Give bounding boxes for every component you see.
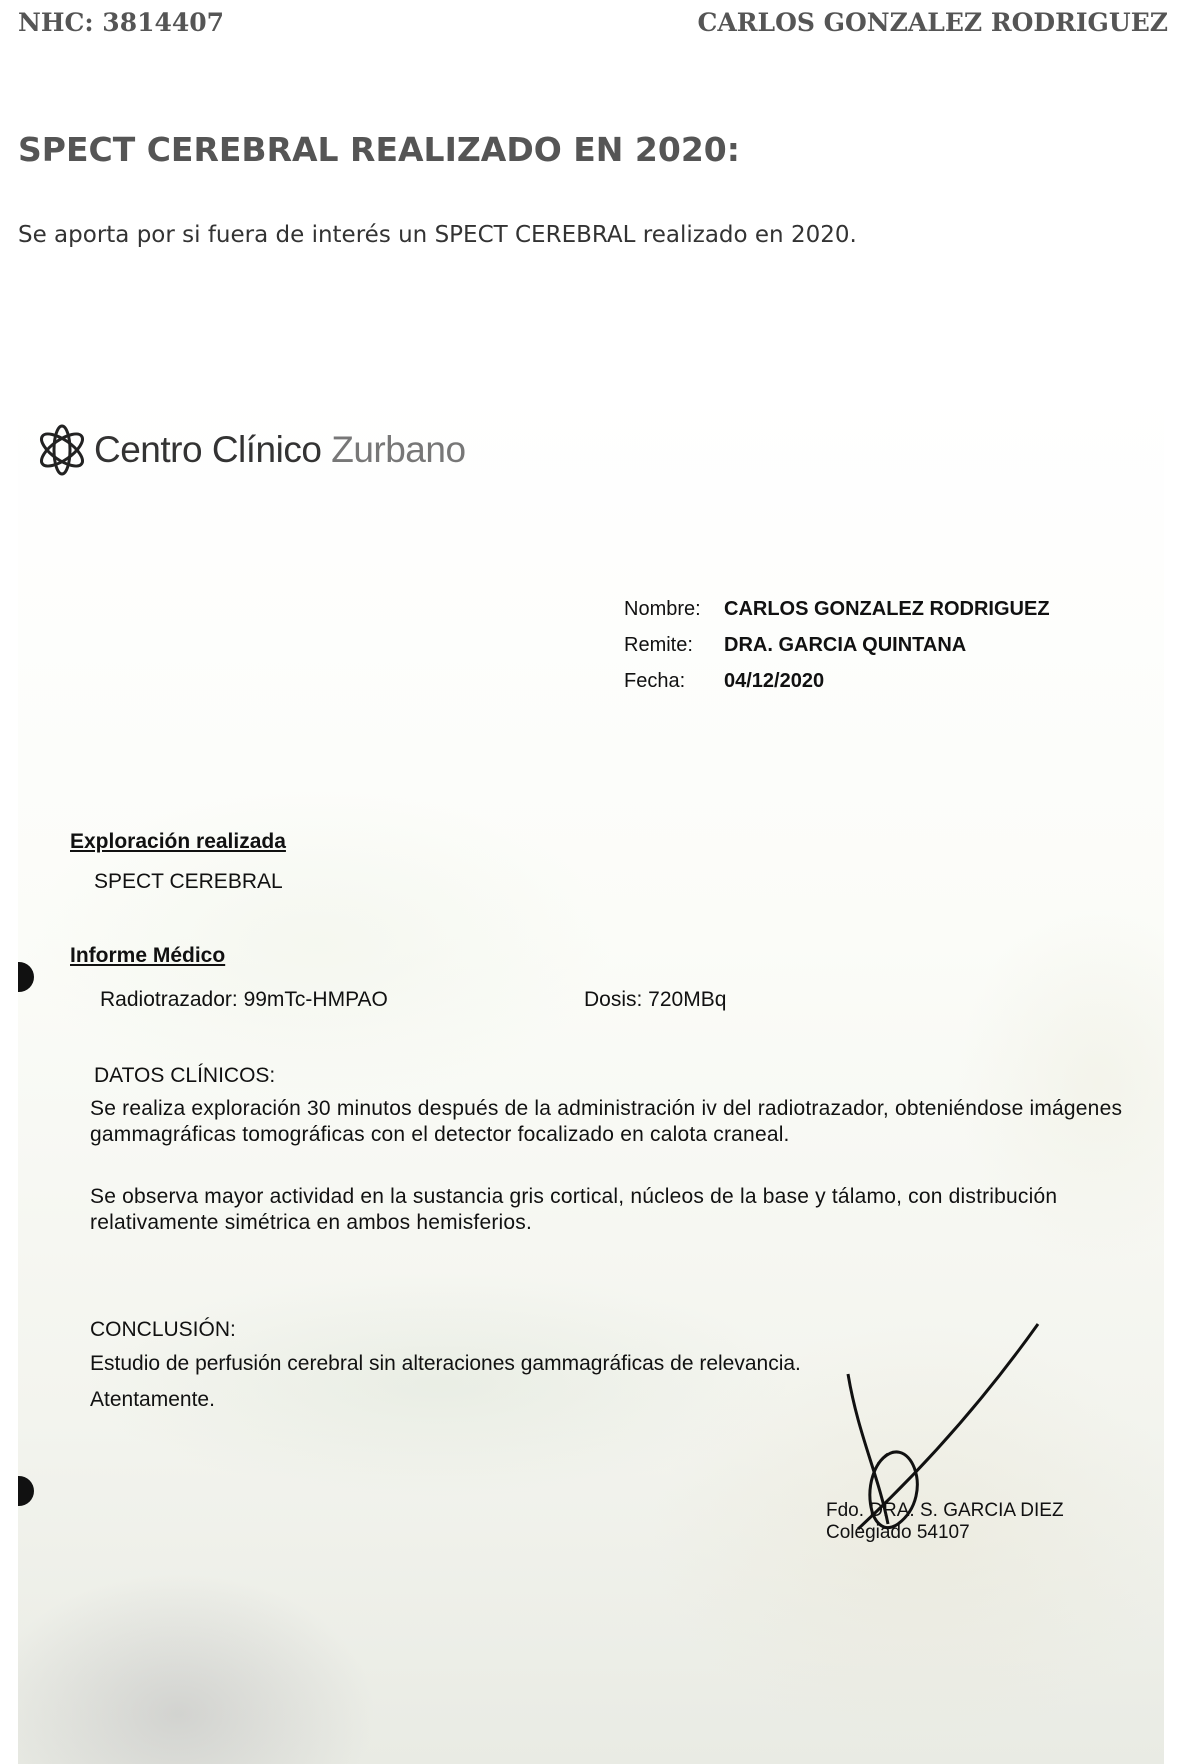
info-value: 04/12/2020 bbox=[724, 670, 825, 692]
closing-text: Atentamente. bbox=[90, 1388, 215, 1411]
clinical-text-1: Se realiza exploración 30 minutos después de la administración iv del radiotrazador, obteniéndose imágenes gammagráficas tomográficas con el detector focalizado en calota craneal. bbox=[90, 1097, 1123, 1146]
exploration-heading: Exploración realizada bbox=[70, 830, 286, 853]
signature-block bbox=[826, 1500, 1064, 1544]
report-heading: Informe Médico bbox=[70, 944, 226, 967]
clinic-name-main: Centro Clínico bbox=[94, 429, 322, 470]
exploration-value: SPECT CEREBRAL bbox=[94, 870, 283, 893]
signature-registration: Colegiado 54107 bbox=[826, 1522, 970, 1543]
info-value: CARLOS GONZALEZ RODRIGUEZ bbox=[724, 598, 1050, 620]
clinic-name bbox=[94, 429, 466, 471]
punch-hole bbox=[18, 1476, 34, 1506]
info-label: Nombre: bbox=[624, 598, 701, 620]
info-value: DRA. GARCIA QUINTANA bbox=[724, 634, 967, 656]
intro-text: Se aporta por si fuera de interés un SPECT CEREBRAL realizado en 2020. bbox=[18, 222, 857, 248]
dose-text: Dosis: 720MBq bbox=[584, 988, 727, 1011]
header-patient-name: CARLOS GONZALEZ RODRIGUEZ bbox=[697, 8, 1168, 37]
info-label: Remite: bbox=[624, 634, 693, 656]
signature-name: Fdo. DRA. S. GARCIA DIEZ bbox=[826, 1500, 1064, 1521]
info-label: Fecha: bbox=[624, 670, 686, 692]
clinic-logo bbox=[32, 410, 466, 490]
tracer-text: Radiotrazador: 99mTc-HMPAO bbox=[100, 988, 388, 1011]
conclusion-text: Estudio de perfusión cerebral sin alteraciones gammagráficas de relevancia. bbox=[90, 1352, 801, 1375]
punch-hole bbox=[18, 962, 34, 992]
conclusion-heading: CONCLUSIÓN: bbox=[90, 1318, 236, 1341]
clinic-name-light: Zurbano bbox=[331, 429, 466, 470]
atom-logo-icon bbox=[32, 410, 92, 490]
scanned-report bbox=[18, 384, 1164, 1764]
nhc-number: NHC: 3814407 bbox=[18, 8, 225, 37]
clinical-heading: DATOS CLÍNICOS: bbox=[94, 1064, 276, 1087]
section-title: SPECT CEREBRAL REALIZADO EN 2020: bbox=[18, 130, 740, 169]
clinical-text-2: Se observa mayor actividad en la sustancia gris cortical, núcleos de la base y tálamo, con distribución relativamente simétrica en ambos hemisferios. bbox=[90, 1185, 1058, 1234]
page-header bbox=[18, 8, 1168, 48]
